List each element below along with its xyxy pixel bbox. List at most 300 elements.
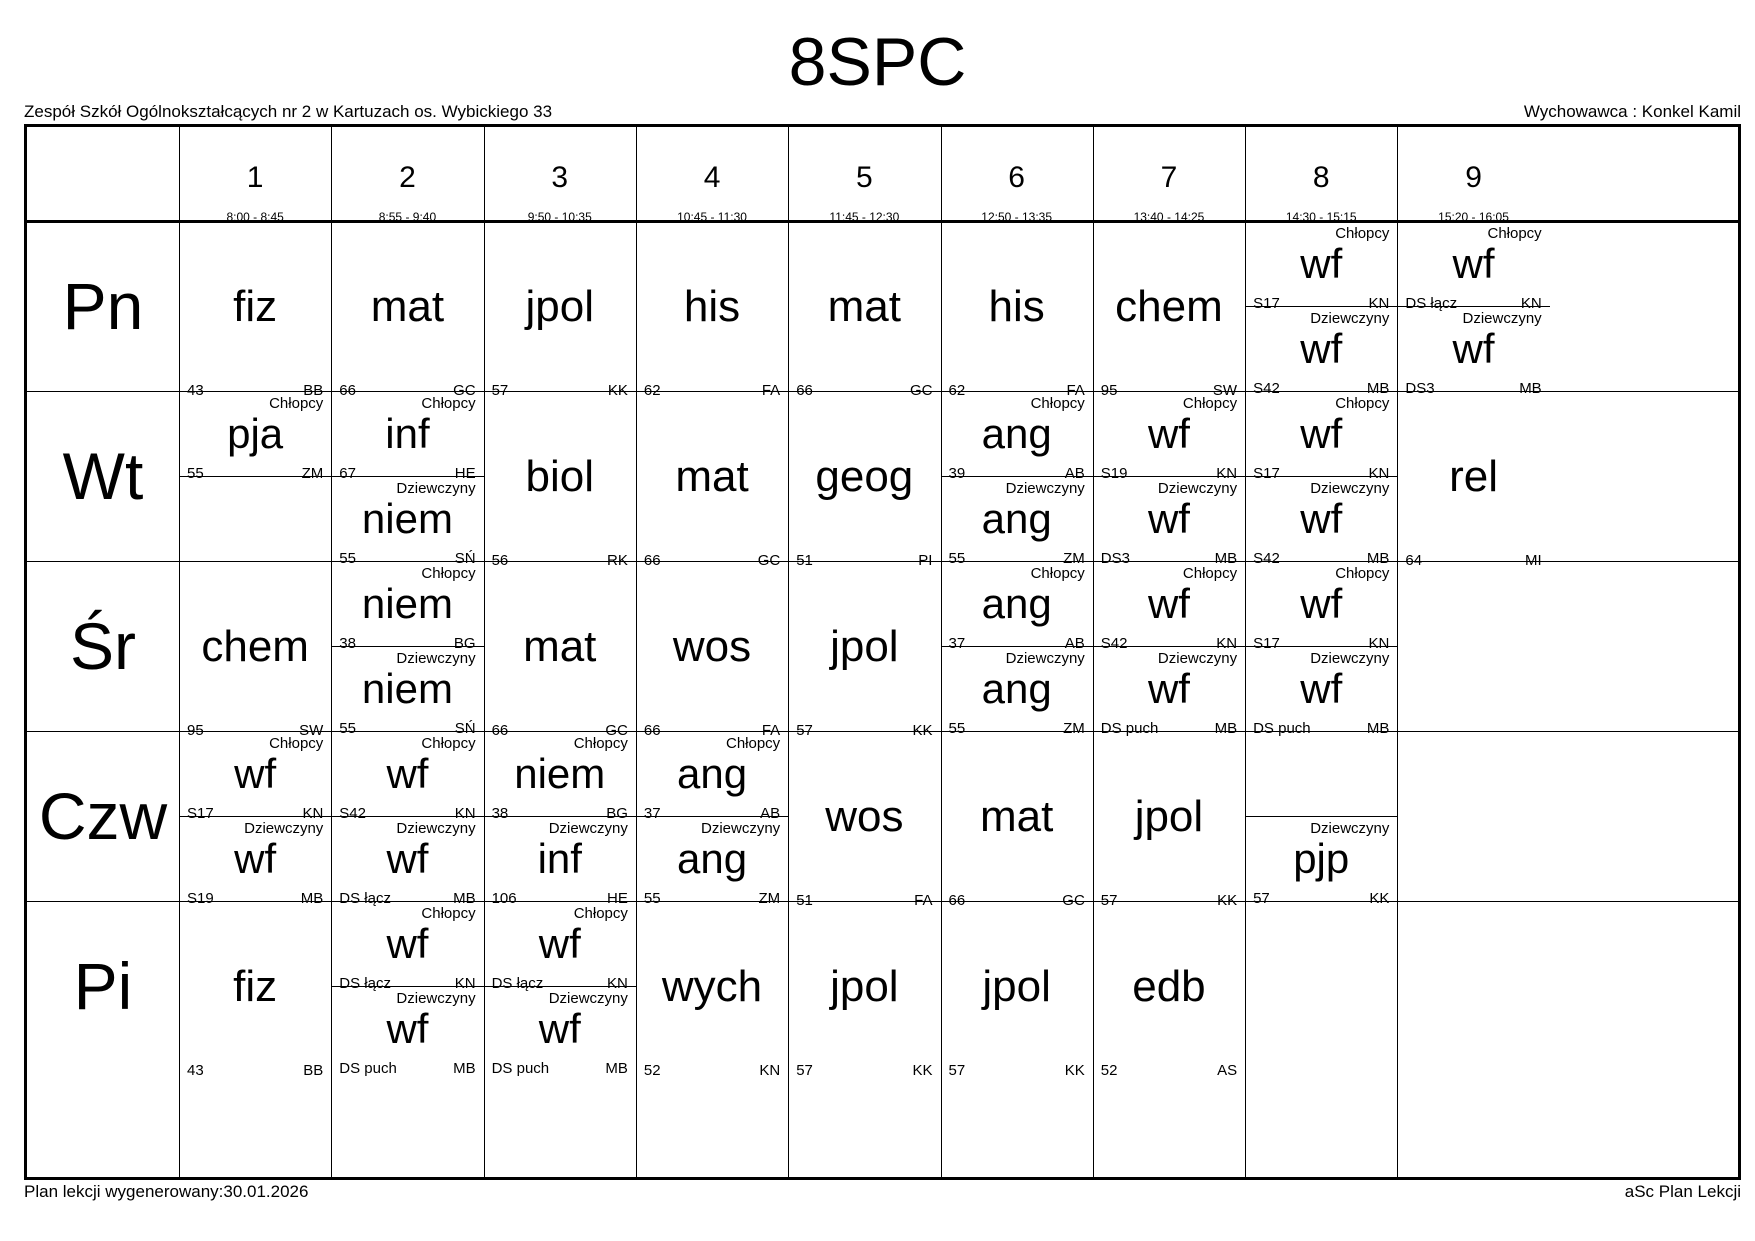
room-number: 66 — [643, 552, 661, 569]
group-label: Chłopcy — [1335, 395, 1390, 412]
group-label: Dziewczyny — [1462, 310, 1542, 327]
subject-name: wf — [1147, 665, 1190, 712]
room-number: 57 — [796, 1062, 813, 1079]
group-label: Dziewczyny — [396, 990, 476, 1007]
teacher-initials: SW — [299, 722, 324, 739]
teacher-initials: KN — [1216, 465, 1238, 482]
subject-name: jpol — [830, 622, 899, 671]
teacher-initials: MB — [300, 890, 324, 907]
group-label: Dziewczyny — [1310, 310, 1390, 327]
lesson-cell[interactable] — [1093, 561, 1245, 652]
period-header — [1397, 127, 1549, 224]
lesson-cell[interactable] — [788, 901, 940, 1079]
teacher-initials: GC — [757, 552, 781, 569]
subject-name: fiz — [233, 962, 278, 1011]
room-number: S19 — [187, 890, 214, 907]
subject-name: wf — [1300, 665, 1343, 712]
room-number: DS łącz — [491, 975, 544, 992]
room-number: DS puch — [339, 1060, 397, 1077]
room-number: DS3 — [1405, 380, 1435, 397]
teacher-initials: KK — [1369, 890, 1390, 907]
lesson-cell[interactable] — [331, 561, 483, 652]
lesson-cell[interactable] — [788, 391, 940, 569]
group-label: Dziewczyny — [1310, 820, 1390, 837]
lesson-cell[interactable] — [1093, 391, 1245, 482]
lesson-cell[interactable] — [1093, 901, 1245, 1079]
subject-name: chem — [201, 622, 309, 671]
subject-name: wf — [386, 920, 429, 967]
subject-name: chem — [1115, 282, 1223, 331]
subject-name: inf — [385, 410, 430, 457]
subject-name: ang — [981, 495, 1052, 542]
subject-name: pjp — [1293, 835, 1350, 882]
lesson-cell[interactable] — [1245, 221, 1397, 312]
teacher-initials: KN — [607, 975, 628, 992]
lesson-cell[interactable] — [331, 476, 483, 567]
subject-name: wf — [1300, 325, 1343, 372]
room-number: 57 — [491, 382, 509, 399]
timetable-title: 8SPC — [788, 24, 967, 100]
room-number: 57 — [1253, 890, 1270, 907]
period-number: 3 — [551, 161, 569, 194]
teacher-initials: BB — [303, 382, 324, 399]
lesson-cell[interactable] — [636, 561, 788, 739]
lesson-cell[interactable] — [1093, 646, 1245, 737]
lesson-cell[interactable] — [331, 816, 483, 907]
period-time: 8:00 - 8:45 — [226, 210, 284, 224]
teacher-initials: KK — [607, 382, 628, 399]
teacher-initials: FA — [761, 382, 781, 399]
room-number: 55 — [187, 465, 204, 482]
period-header — [331, 127, 483, 224]
period-number: 6 — [1008, 161, 1025, 194]
software-credit: aSc Plan Lekcji — [1624, 1182, 1741, 1201]
room-number: 37 — [948, 635, 966, 652]
room-number: 51 — [796, 892, 813, 909]
lesson-cell[interactable] — [636, 731, 788, 822]
group-label: Dziewczyny — [1005, 650, 1085, 667]
group-label: Chłopcy — [421, 565, 476, 582]
lesson-cell[interactable] — [788, 561, 940, 739]
period-number: 5 — [855, 161, 873, 194]
subject-name: wf — [386, 1005, 429, 1052]
room-number: 37 — [643, 805, 661, 822]
subject-name: wf — [1452, 325, 1495, 372]
group-label: Dziewczyny — [548, 990, 628, 1007]
lesson-cell[interactable] — [636, 391, 788, 569]
period-time: 11:45 - 12:30 — [829, 210, 900, 224]
room-number: S17 — [1253, 465, 1280, 482]
subject-name: pja — [227, 410, 284, 457]
room-number: 66 — [796, 382, 813, 399]
room-number: 52 — [1100, 1062, 1118, 1079]
period-number: 8 — [1312, 161, 1330, 194]
lesson-cell[interactable] — [331, 986, 483, 1077]
subject-name: mat — [979, 792, 1054, 841]
school-name: Zespół Szkół Ogólnokształcących nr 2 w Kartuzach os. Wybickiego 33 — [24, 102, 553, 121]
room-number: 67 — [339, 465, 356, 482]
room-number: DS puch — [1100, 720, 1159, 737]
lesson-cell[interactable] — [484, 901, 636, 992]
teacher-initials: BG — [453, 635, 476, 652]
subject-name: jpol — [982, 962, 1051, 1011]
lesson-cell[interactable] — [179, 901, 331, 1079]
lesson-cell[interactable] — [941, 391, 1093, 482]
lesson-cell[interactable] — [1397, 306, 1549, 397]
subject-name: jpol — [830, 962, 899, 1011]
room-number: 38 — [491, 805, 509, 822]
subject-name: ang — [677, 750, 748, 797]
room-number: DS łącz — [1405, 295, 1458, 312]
subject-name: ang — [981, 580, 1052, 627]
room-number: DS3 — [1100, 550, 1130, 567]
room-number: 62 — [948, 382, 966, 399]
teacher-initials: MB — [1366, 720, 1390, 737]
room-number: 66 — [339, 382, 356, 399]
room-number: 55 — [948, 720, 966, 737]
lesson-cell[interactable] — [1093, 731, 1245, 909]
period-header — [179, 127, 331, 224]
lesson-cell[interactable] — [179, 731, 331, 822]
lesson-cell[interactable] — [484, 986, 636, 1077]
room-number: DS puch — [1253, 720, 1311, 737]
teacher-initials: KN — [454, 975, 476, 992]
lesson-cell[interactable] — [1245, 476, 1397, 567]
lesson-cell[interactable] — [331, 391, 483, 482]
lesson-cell[interactable] — [179, 391, 331, 482]
lesson-cell[interactable] — [1397, 221, 1549, 312]
group-label: Dziewczyny — [244, 820, 324, 837]
lesson-cell[interactable] — [636, 221, 788, 399]
teacher-initials: MB — [1366, 550, 1390, 567]
group-label: Dziewczyny — [396, 480, 476, 497]
room-number: 55 — [339, 550, 356, 567]
period-number: 7 — [1160, 161, 1178, 194]
group-label: Chłopcy — [1030, 565, 1085, 582]
teacher-initials: SŃ — [454, 720, 476, 737]
lesson-cell[interactable] — [941, 731, 1093, 909]
subject-name: edb — [1132, 962, 1206, 1011]
lesson-cell[interactable] — [941, 901, 1093, 1079]
subject-name: geog — [815, 452, 914, 501]
group-label: Chłopcy — [421, 395, 476, 412]
room-number: 95 — [1100, 382, 1118, 399]
teacher-initials: KN — [1368, 635, 1390, 652]
teacher-initials: MB — [1519, 380, 1542, 397]
teacher-initials: KK — [912, 722, 933, 739]
teacher-initials: BG — [606, 805, 628, 822]
subject-name: inf — [537, 835, 582, 882]
teacher-initials: MB — [453, 890, 476, 907]
lesson-cell[interactable] — [1245, 561, 1397, 652]
period-time: 14:30 - 15:15 — [1285, 210, 1357, 224]
period-time: 15:20 - 16:05 — [1438, 210, 1509, 224]
lesson-cell[interactable] — [484, 561, 636, 739]
period-number: 4 — [703, 161, 721, 194]
teacher-initials: ZM — [301, 465, 324, 482]
room-number: 39 — [948, 465, 966, 482]
lesson-cell[interactable] — [484, 221, 636, 399]
teacher-initials: KN — [1368, 295, 1390, 312]
room-number: S42 — [339, 805, 366, 822]
subject-name: mat — [675, 452, 749, 501]
teacher-initials: MI — [1525, 552, 1542, 569]
subject-name: jpol — [525, 282, 594, 331]
day-label: Czw — [38, 779, 168, 853]
teacher-initials: PI — [918, 552, 933, 569]
teacher-initials: KN — [759, 1062, 781, 1079]
room-number: 43 — [187, 1062, 204, 1079]
subject-name: fiz — [233, 282, 278, 331]
subject-name: wf — [538, 1005, 581, 1052]
subject-name: ang — [981, 410, 1052, 457]
group-label: Dziewczyny — [1157, 650, 1238, 667]
room-number: 55 — [948, 550, 966, 567]
group-label: Chłopcy — [573, 905, 628, 922]
room-number: 106 — [491, 890, 517, 907]
subject-name: mat — [827, 282, 902, 331]
lesson-cell[interactable] — [941, 476, 1093, 567]
subject-name: wych — [661, 962, 763, 1011]
teacher-initials: GC — [1062, 892, 1085, 909]
subject-name: wos — [672, 622, 752, 671]
group-label: Chłopcy — [1487, 225, 1542, 242]
room-number: DS puch — [491, 1060, 550, 1077]
teacher-initials: ZM — [1063, 720, 1085, 737]
group-label: Chłopcy — [421, 905, 476, 922]
subject-name: wf — [1300, 240, 1343, 287]
teacher-initials: KN — [1216, 635, 1238, 652]
subject-name: rel — [1449, 452, 1498, 501]
lesson-cell[interactable] — [636, 901, 788, 1079]
subject-name: wf — [1300, 580, 1343, 627]
room-number: 66 — [643, 722, 661, 739]
period-header — [484, 127, 636, 224]
teacher-initials: KK — [912, 1062, 933, 1079]
room-number: S17 — [1253, 295, 1280, 312]
room-number: 51 — [796, 552, 813, 569]
group-label: Chłopcy — [269, 735, 324, 752]
period-header — [1093, 127, 1245, 224]
teacher-initials: GC — [909, 382, 933, 399]
subject-name: wos — [825, 792, 904, 841]
room-number: 38 — [339, 635, 356, 652]
period-time: 13:40 - 14:25 — [1133, 210, 1205, 224]
room-number: 56 — [491, 552, 509, 569]
subject-name: wf — [386, 835, 429, 882]
lesson-cell[interactable] — [1245, 646, 1397, 737]
lesson-cell[interactable] — [941, 221, 1093, 399]
day-label: Wt — [62, 439, 144, 513]
teacher-initials: RK — [607, 552, 628, 569]
lesson-cell[interactable] — [179, 816, 331, 907]
room-number: 55 — [339, 720, 356, 737]
period-time: 10:45 - 11:30 — [677, 210, 747, 224]
lesson-cell[interactable] — [1245, 816, 1397, 907]
teacher-initials: MB — [453, 1060, 476, 1077]
room-number: 43 — [187, 382, 204, 399]
lesson-cell[interactable] — [1245, 391, 1397, 482]
room-number: 62 — [643, 382, 661, 399]
teacher-initials: KN — [1368, 465, 1390, 482]
subject-name: biol — [525, 452, 594, 501]
room-number: S17 — [187, 805, 214, 822]
period-header — [1245, 127, 1397, 224]
teacher-initials: MB — [605, 1060, 628, 1077]
subject-name: wf — [386, 750, 429, 797]
teacher-initials: FA — [914, 892, 933, 909]
group-label: Dziewczyny — [396, 820, 476, 837]
group-label: Dziewczyny — [1005, 480, 1085, 497]
room-number: 66 — [491, 722, 509, 739]
lesson-cell[interactable] — [484, 816, 636, 907]
room-number: DS łącz — [339, 975, 391, 992]
room-number: S19 — [1100, 465, 1128, 482]
lesson-cell[interactable] — [1245, 306, 1397, 397]
group-label: Chłopcy — [573, 735, 628, 752]
room-number: DS łącz — [339, 890, 391, 907]
subject-name: ang — [677, 835, 748, 882]
teacher-initials: KN — [302, 805, 324, 822]
group-label: Chłopcy — [1335, 565, 1390, 582]
teacher-initials: KN — [1520, 295, 1542, 312]
period-header — [788, 127, 940, 224]
group-label: Dziewczyny — [548, 820, 628, 837]
subject-name: wf — [1300, 410, 1343, 457]
period-header — [941, 127, 1093, 224]
lesson-cell[interactable] — [1093, 221, 1245, 399]
subject-name: mat — [370, 282, 445, 331]
period-time: 9:50 - 10:35 — [527, 210, 592, 224]
room-number: S42 — [1253, 380, 1280, 397]
lesson-cell[interactable] — [941, 646, 1093, 737]
lesson-cell[interactable] — [1093, 476, 1245, 567]
lesson-cell[interactable] — [1397, 391, 1549, 569]
teacher-initials: KK — [1064, 1062, 1085, 1079]
room-number: S42 — [1253, 550, 1280, 567]
class-teacher: Wychowawca : Konkel Kamil — [1523, 102, 1741, 121]
teacher-initials: GC — [605, 722, 628, 739]
room-number: S17 — [1253, 635, 1280, 652]
room-number: 57 — [796, 722, 813, 739]
lesson-cell[interactable] — [484, 731, 636, 822]
lesson-cell[interactable] — [941, 561, 1093, 652]
lesson-cell[interactable] — [636, 816, 788, 907]
teacher-initials: MB — [1214, 720, 1238, 737]
teacher-initials: SŃ — [454, 550, 476, 567]
lesson-cell[interactable] — [179, 561, 331, 739]
period-time: 12:50 - 13:35 — [981, 210, 1053, 224]
subject-name: wf — [234, 835, 277, 882]
lesson-cell[interactable] — [484, 391, 636, 569]
room-number: 66 — [948, 892, 966, 909]
group-label: Dziewczyny — [396, 650, 476, 667]
group-label: Dziewczyny — [1310, 650, 1390, 667]
group-label: Dziewczyny — [701, 820, 781, 837]
teacher-initials: FA — [1066, 382, 1085, 399]
group-label: Chłopcy — [1335, 225, 1390, 242]
teacher-initials: AB — [1064, 465, 1085, 482]
room-number: 52 — [643, 1062, 661, 1079]
teacher-initials: HE — [607, 890, 628, 907]
group-label: Chłopcy — [1030, 395, 1085, 412]
group-label: Chłopcy — [1182, 565, 1238, 582]
room-number: 57 — [948, 1062, 966, 1079]
generated-date: Plan lekcji wygenerowany:30.01.2026 — [24, 1182, 309, 1201]
lesson-cell[interactable] — [331, 731, 483, 822]
teacher-initials: FA — [761, 722, 781, 739]
subject-name: wf — [1452, 240, 1495, 287]
day-label: Pi — [73, 949, 133, 1023]
room-number: S42 — [1100, 635, 1128, 652]
subject-name: mat — [523, 622, 597, 671]
group-label: Dziewczyny — [1310, 480, 1390, 497]
lesson-cell[interactable] — [331, 646, 483, 737]
teacher-initials: SW — [1212, 382, 1238, 399]
lesson-cell[interactable] — [788, 731, 940, 909]
teacher-initials: AB — [760, 805, 781, 822]
subject-name: wf — [234, 750, 277, 797]
teacher-initials: AB — [1064, 635, 1085, 652]
room-number: 64 — [1405, 552, 1423, 569]
group-label: Chłopcy — [269, 395, 324, 412]
teacher-initials: KK — [1217, 892, 1238, 909]
subject-name: wf — [538, 920, 581, 967]
teacher-initials: MB — [1214, 550, 1238, 567]
group-label: Chłopcy — [725, 735, 781, 752]
subject-name: wf — [1147, 580, 1190, 627]
lesson-cell[interactable] — [179, 221, 331, 399]
day-label: Pn — [62, 269, 144, 343]
subject-name: his — [988, 282, 1045, 331]
group-label: Dziewczyny — [1157, 480, 1238, 497]
group-label: Chłopcy — [421, 735, 476, 752]
teacher-initials: MB — [1366, 380, 1390, 397]
subject-name: ang — [981, 665, 1052, 712]
subject-name: wf — [1147, 410, 1190, 457]
teacher-initials: KN — [454, 805, 476, 822]
period-number: 9 — [1465, 161, 1482, 194]
lesson-cell[interactable] — [331, 901, 483, 992]
period-number: 1 — [246, 161, 264, 194]
period-number: 2 — [399, 161, 416, 194]
subject-name: niem — [514, 750, 606, 797]
period-time: 8:55 - 9:40 — [378, 210, 437, 224]
teacher-initials: BB — [303, 1062, 324, 1079]
teacher-initials: ZM — [758, 890, 781, 907]
teacher-initials: HE — [454, 465, 476, 482]
subject-name: jpol — [1134, 792, 1204, 841]
room-number: 55 — [643, 890, 661, 907]
timetable-grid — [24, 124, 1741, 1180]
subject-name: niem — [361, 665, 453, 712]
subject-name: wf — [1300, 495, 1343, 542]
subject-name: wf — [1147, 495, 1190, 542]
room-number: 57 — [1100, 892, 1118, 909]
period-header — [636, 127, 788, 224]
subject-name: his — [683, 282, 741, 331]
lesson-cell[interactable] — [788, 221, 940, 399]
day-label: Śr — [70, 609, 136, 683]
teacher-initials: AS — [1217, 1062, 1238, 1079]
group-label: Chłopcy — [1182, 395, 1238, 412]
subject-name: niem — [361, 580, 453, 627]
teacher-initials: GC — [453, 382, 476, 399]
subject-name: niem — [361, 495, 453, 542]
lesson-cell[interactable] — [331, 221, 483, 399]
teacher-initials: ZM — [1063, 550, 1085, 567]
room-number: 95 — [187, 722, 204, 739]
